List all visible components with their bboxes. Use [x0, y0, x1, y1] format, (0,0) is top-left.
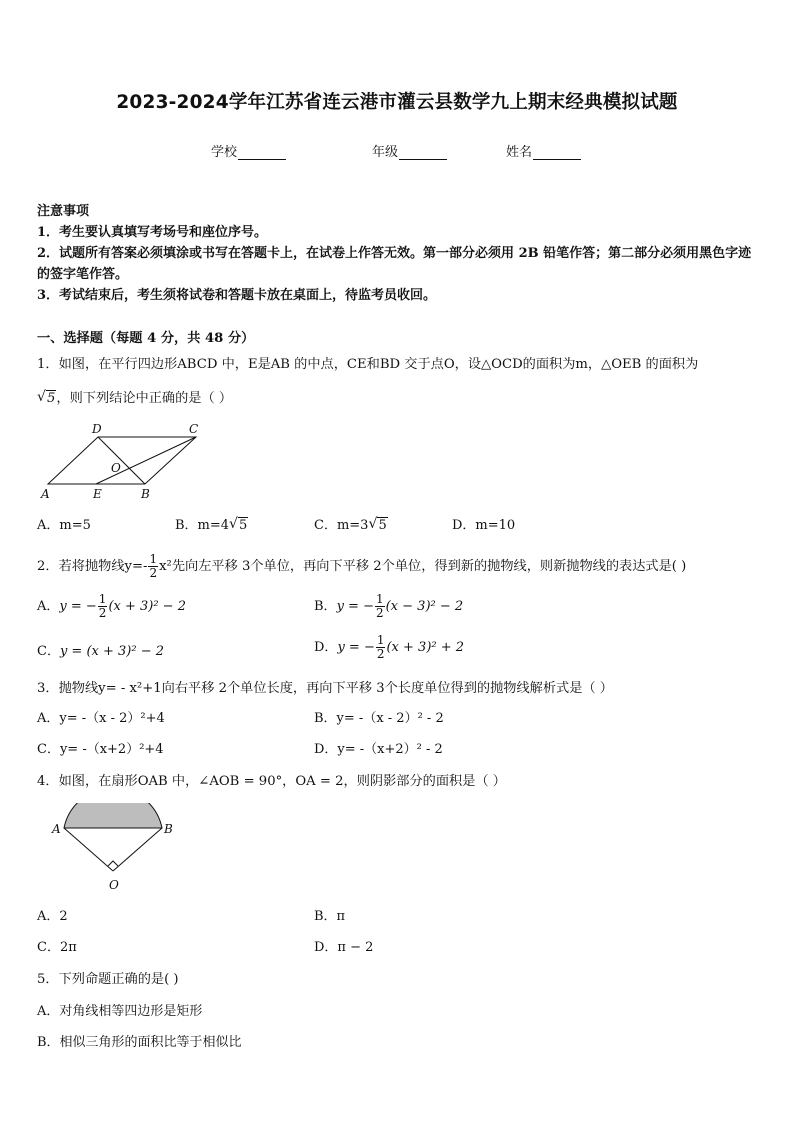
- school-label: 学校: [211, 145, 238, 160]
- note-item-3: 3．考试结束后，考生须将试卷和答题卡放在桌面上，待监考员收回。: [37, 288, 437, 303]
- name-blank[interactable]: [533, 146, 581, 160]
- q1-option-a[interactable]: A．m=5: [37, 518, 91, 533]
- q1-text-line2: √ 5，则下列结论中正确的是（ ）: [37, 389, 233, 406]
- q5-option-a[interactable]: A．对角线相等四边形是矩形: [37, 1004, 203, 1019]
- q2-option-c[interactable]: C．y = (x + 3)² − 2: [37, 644, 164, 659]
- q3-text: 3．抛物线y= - x²+1向右平移 2个单位长度，再向下平移 3个长度单位得到的抛物线解析式是（ ）: [37, 681, 613, 696]
- q2-option-b[interactable]: B．y = − $\frac{1}{2}$ (x − 3)² − 2: [314, 592, 464, 620]
- q2-text: 2．若将抛物线y=- $\frac{1}{2}$ x²先向左平移 3个单位，再向下平移 2个单位，得到新的抛物线，则新抛物线的表达式是( ): [37, 552, 687, 580]
- student-info-fields: [0, 141, 794, 161]
- q3-option-a[interactable]: A．y= -（x - 2）²+4: [37, 711, 165, 726]
- q4-label-O: O: [109, 878, 119, 892]
- q1-label-E: E: [93, 487, 102, 501]
- grade-field[interactable]: [372, 141, 447, 160]
- q1-label-D: D: [92, 422, 102, 436]
- notes-section: [37, 201, 759, 306]
- note-item-1: 1．考生要认真填写考场号和座位序号。: [37, 225, 268, 240]
- q3-option-b[interactable]: B．y= -（x - 2）² - 2: [314, 711, 444, 726]
- q4-option-c[interactable]: C．2π: [37, 940, 77, 955]
- q1-parallelogram-figure: [38, 417, 208, 503]
- page-title: 2023-2024学年江苏省连云港市灌云县数学九上期末经典模拟试题: [116, 92, 678, 113]
- name-field[interactable]: [506, 141, 581, 160]
- q5-option-b[interactable]: B．相似三角形的面积比等于相似比: [37, 1035, 242, 1050]
- section1-heading: 一、选择题（每题 4 分，共 48 分）: [37, 331, 255, 346]
- q1-option-c[interactable]: C．m=3 √ 5: [314, 516, 387, 533]
- grade-label: 年级: [372, 145, 399, 160]
- school-field[interactable]: [211, 141, 286, 160]
- q1-option-b[interactable]: B．m=4 √ 5: [175, 516, 248, 533]
- q1-option-d[interactable]: D．m=10: [452, 518, 516, 533]
- q3-option-d[interactable]: D．y= -（x+2）² - 2: [314, 742, 443, 757]
- name-label: 姓名: [506, 145, 533, 160]
- q4-option-b[interactable]: B．π: [314, 909, 346, 924]
- q4-option-a[interactable]: A．2: [37, 909, 68, 924]
- note-item-2: 2．试题所有答案必须填涂或书写在答题卡上，在试卷上作答无效。第一部分必须用 2B 铅笔作答；第二部分必须用黑色字迹的签字笔作答。: [37, 246, 752, 282]
- q1-label-B: B: [141, 487, 150, 501]
- q4-option-d[interactable]: D．π − 2: [314, 940, 374, 955]
- sqrt-symbol: √ 5: [37, 389, 56, 406]
- q4-text: 4．如图，在扇形OAB 中，∠AOB = 90°，OA = 2，则阴影部分的面积是（ ）: [37, 774, 506, 789]
- q3-option-c[interactable]: C．y= -（x+2）²+4: [37, 742, 164, 757]
- q5-text: 5．下列命题正确的是( ): [37, 972, 179, 987]
- q1-label-O: O: [111, 461, 121, 475]
- q1-label-A: A: [41, 487, 50, 501]
- q4-label-B: B: [164, 822, 173, 836]
- q4-label-A: A: [52, 822, 61, 836]
- grade-blank[interactable]: [399, 146, 447, 160]
- q2-option-d[interactable]: D．y = − $\frac{1}{2}$ (x + 3)² + 2: [314, 633, 465, 661]
- notes-heading: 注意事项: [37, 204, 90, 219]
- q2-option-a[interactable]: A．y = − $\frac{1}{2}$ (x + 3)² − 2: [37, 592, 186, 620]
- school-blank[interactable]: [238, 146, 286, 160]
- q4-shaded-segment: [64, 803, 162, 828]
- q1-label-C: C: [189, 422, 199, 436]
- q4-sector-figure: [44, 803, 184, 895]
- q1-text: 1．如图，在平行四边形ABCD 中，E是AB 的中点，CE和BD 交于点O，设△OCD的面积为m，△OEB 的面积为: [37, 357, 699, 372]
